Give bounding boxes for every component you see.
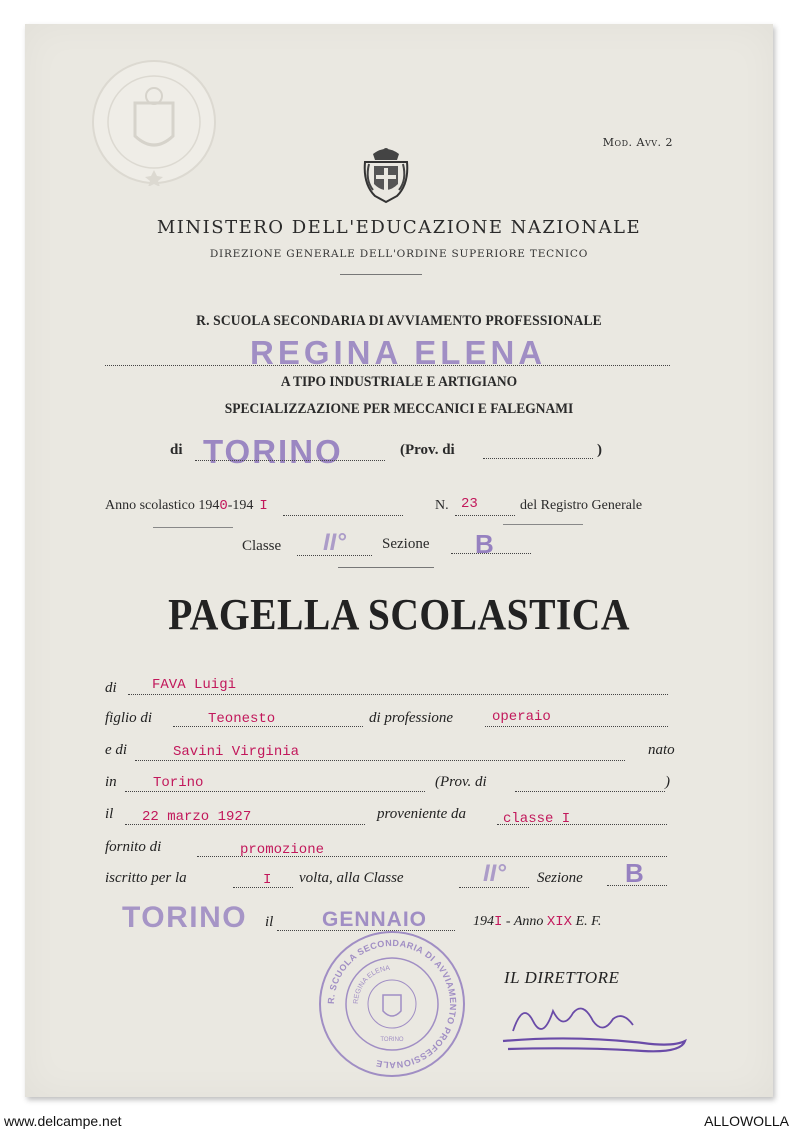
- coat-of-arms-icon: [361, 144, 411, 206]
- school-year-dotted-line: [283, 515, 403, 516]
- city-prov-label: (Prov. di: [400, 442, 455, 458]
- registry-number-value: 23: [461, 496, 478, 512]
- registry-number-label: N.: [435, 498, 449, 513]
- registry-label: del Registro Generale: [520, 498, 643, 513]
- section-dotted-line-2: [607, 885, 667, 886]
- city-dotted-line: [195, 460, 385, 461]
- seal-inner-text: REGINA ELENA: [352, 965, 391, 1005]
- divider: [503, 524, 583, 525]
- year-prefix: 194: [473, 914, 494, 929]
- birthplace-dotted-line: [125, 791, 425, 792]
- mother-name: Savini Virginia: [173, 744, 300, 760]
- embossed-seal: [90, 58, 218, 186]
- school-year-prefix: Anno scolastico 194: [105, 498, 220, 513]
- section-label: Sezione: [382, 536, 430, 552]
- director-label: IL DIRETTORE: [504, 968, 620, 987]
- class-value-stamp-2: II°: [483, 860, 506, 887]
- seal-city-text: TORINO: [380, 1037, 404, 1043]
- school-name-stamp: REGINA ELENA: [250, 334, 547, 371]
- school-prov-dotted-line: [483, 458, 593, 459]
- school-line-2: A TIPO INDUSTRIALE E ARTIGIANO: [280, 374, 518, 390]
- class-dotted-line: [297, 555, 372, 556]
- anno-label: - Anno: [505, 914, 544, 929]
- year-suffix: I: [494, 914, 503, 930]
- birthplace-prov-close: ): [665, 774, 670, 790]
- birthplace-value: Torino: [153, 775, 204, 791]
- class-label-2: volta, alla Classe: [299, 870, 404, 886]
- class-label: Classe: [242, 538, 282, 554]
- profession-label: di professione: [369, 710, 454, 726]
- divider: [153, 527, 233, 528]
- enrolled-label: iscritto per la: [105, 870, 187, 886]
- birthplace-prov-label: (Prov. di: [435, 774, 487, 790]
- month-stamp: GENNAIO: [322, 908, 428, 931]
- round-seal-icon: [317, 929, 467, 1079]
- section-label-2: Sezione: [537, 870, 583, 886]
- father-name: Teonesto: [208, 711, 276, 727]
- city-di-label: di: [170, 442, 183, 458]
- profession-dotted-line: [485, 726, 668, 727]
- model-code: Mod. Avv. 2: [602, 136, 673, 149]
- school-round-seal: [317, 929, 467, 1079]
- school-year-mid: -194: [227, 498, 254, 513]
- seal-outer-text: R. SCUOLA SECONDARIA DI AVVIAMENTO PROFESSIONALE: [325, 937, 459, 1071]
- school-year-label: [105, 498, 268, 514]
- profession-value: operaio: [492, 709, 551, 725]
- student-name: FAVA Luigi: [152, 677, 237, 693]
- father-dotted-line: [173, 726, 363, 727]
- school-line-3: SPECIALIZZAZIONE PER MECCANICI E FALEGNAMI: [224, 401, 574, 417]
- class-dotted-line-2: [459, 887, 529, 888]
- section-dotted-line: [451, 553, 531, 554]
- svg-text:REGINA ELENA: [353, 965, 391, 1004]
- origin-dotted-line: [497, 824, 667, 825]
- section-value-stamp: B: [475, 529, 494, 559]
- birthdate-dotted-line: [125, 824, 365, 825]
- school-name-dotted-line: [105, 365, 670, 366]
- date-il-label: il: [265, 914, 274, 930]
- emboss-seal-icon: [90, 58, 218, 186]
- document-title: PAGELLA SCOLASTICA: [168, 590, 630, 639]
- mother-dotted-line: [135, 760, 625, 761]
- enrollment-count-value: I: [263, 872, 272, 888]
- outcome-value: promozione: [240, 842, 325, 858]
- report-card-sheet: [25, 24, 773, 1097]
- era-label: E. F.: [575, 914, 602, 929]
- place-stamp: TORINO: [122, 901, 248, 934]
- direction-subtitle: DIREZIONE GENERALE DELL'ORDINE SUPERIORE TECNICO: [209, 248, 589, 260]
- enrollment-count-dotted-line: [233, 887, 293, 888]
- signature-scribble-icon: [493, 991, 693, 1061]
- outcome-dotted-line: [197, 856, 667, 857]
- birthplace-label: in: [105, 774, 117, 790]
- divider: [338, 567, 434, 568]
- section-value-stamp-2: B: [625, 858, 644, 888]
- anno-value: XIX: [546, 914, 573, 930]
- origin-value: classe I: [503, 811, 571, 827]
- ministry-title: MINISTERO DELL'EDUCAZIONE NAZIONALE: [156, 217, 642, 238]
- city-prov-close: ): [597, 442, 602, 458]
- student-name-dotted-line: [128, 694, 668, 695]
- birthdate-label: il: [105, 806, 114, 822]
- origin-label: proveniente da: [377, 806, 466, 822]
- birthplace-prov-dotted-line: [515, 791, 665, 792]
- father-label: figlio di: [105, 710, 153, 726]
- director-signature: [493, 991, 693, 1061]
- divider: [340, 274, 422, 275]
- school-year-value-2: I: [259, 498, 268, 514]
- registry-dotted-line: [455, 515, 515, 516]
- outcome-label: fornito di: [105, 839, 162, 855]
- city-stamp: TORINO: [203, 433, 343, 470]
- school-line-1: R. SCUOLA SECONDARIA DI AVVIAMENTO PROFESSIONALE: [196, 313, 602, 329]
- coat-of-arms: [361, 144, 411, 206]
- mother-label: e di: [105, 742, 128, 758]
- school-year-value-1: 0: [219, 498, 228, 514]
- born-label: nato: [648, 742, 675, 758]
- student-di-label: di: [105, 680, 117, 696]
- footer-watermark-left: www.delcampe.net: [4, 1113, 122, 1129]
- class-value-stamp: II°: [323, 529, 346, 556]
- footer-watermark-right: ALLOWOLLA: [704, 1113, 789, 1129]
- date-year: [473, 914, 601, 930]
- birthdate-value: 22 marzo 1927: [142, 809, 252, 825]
